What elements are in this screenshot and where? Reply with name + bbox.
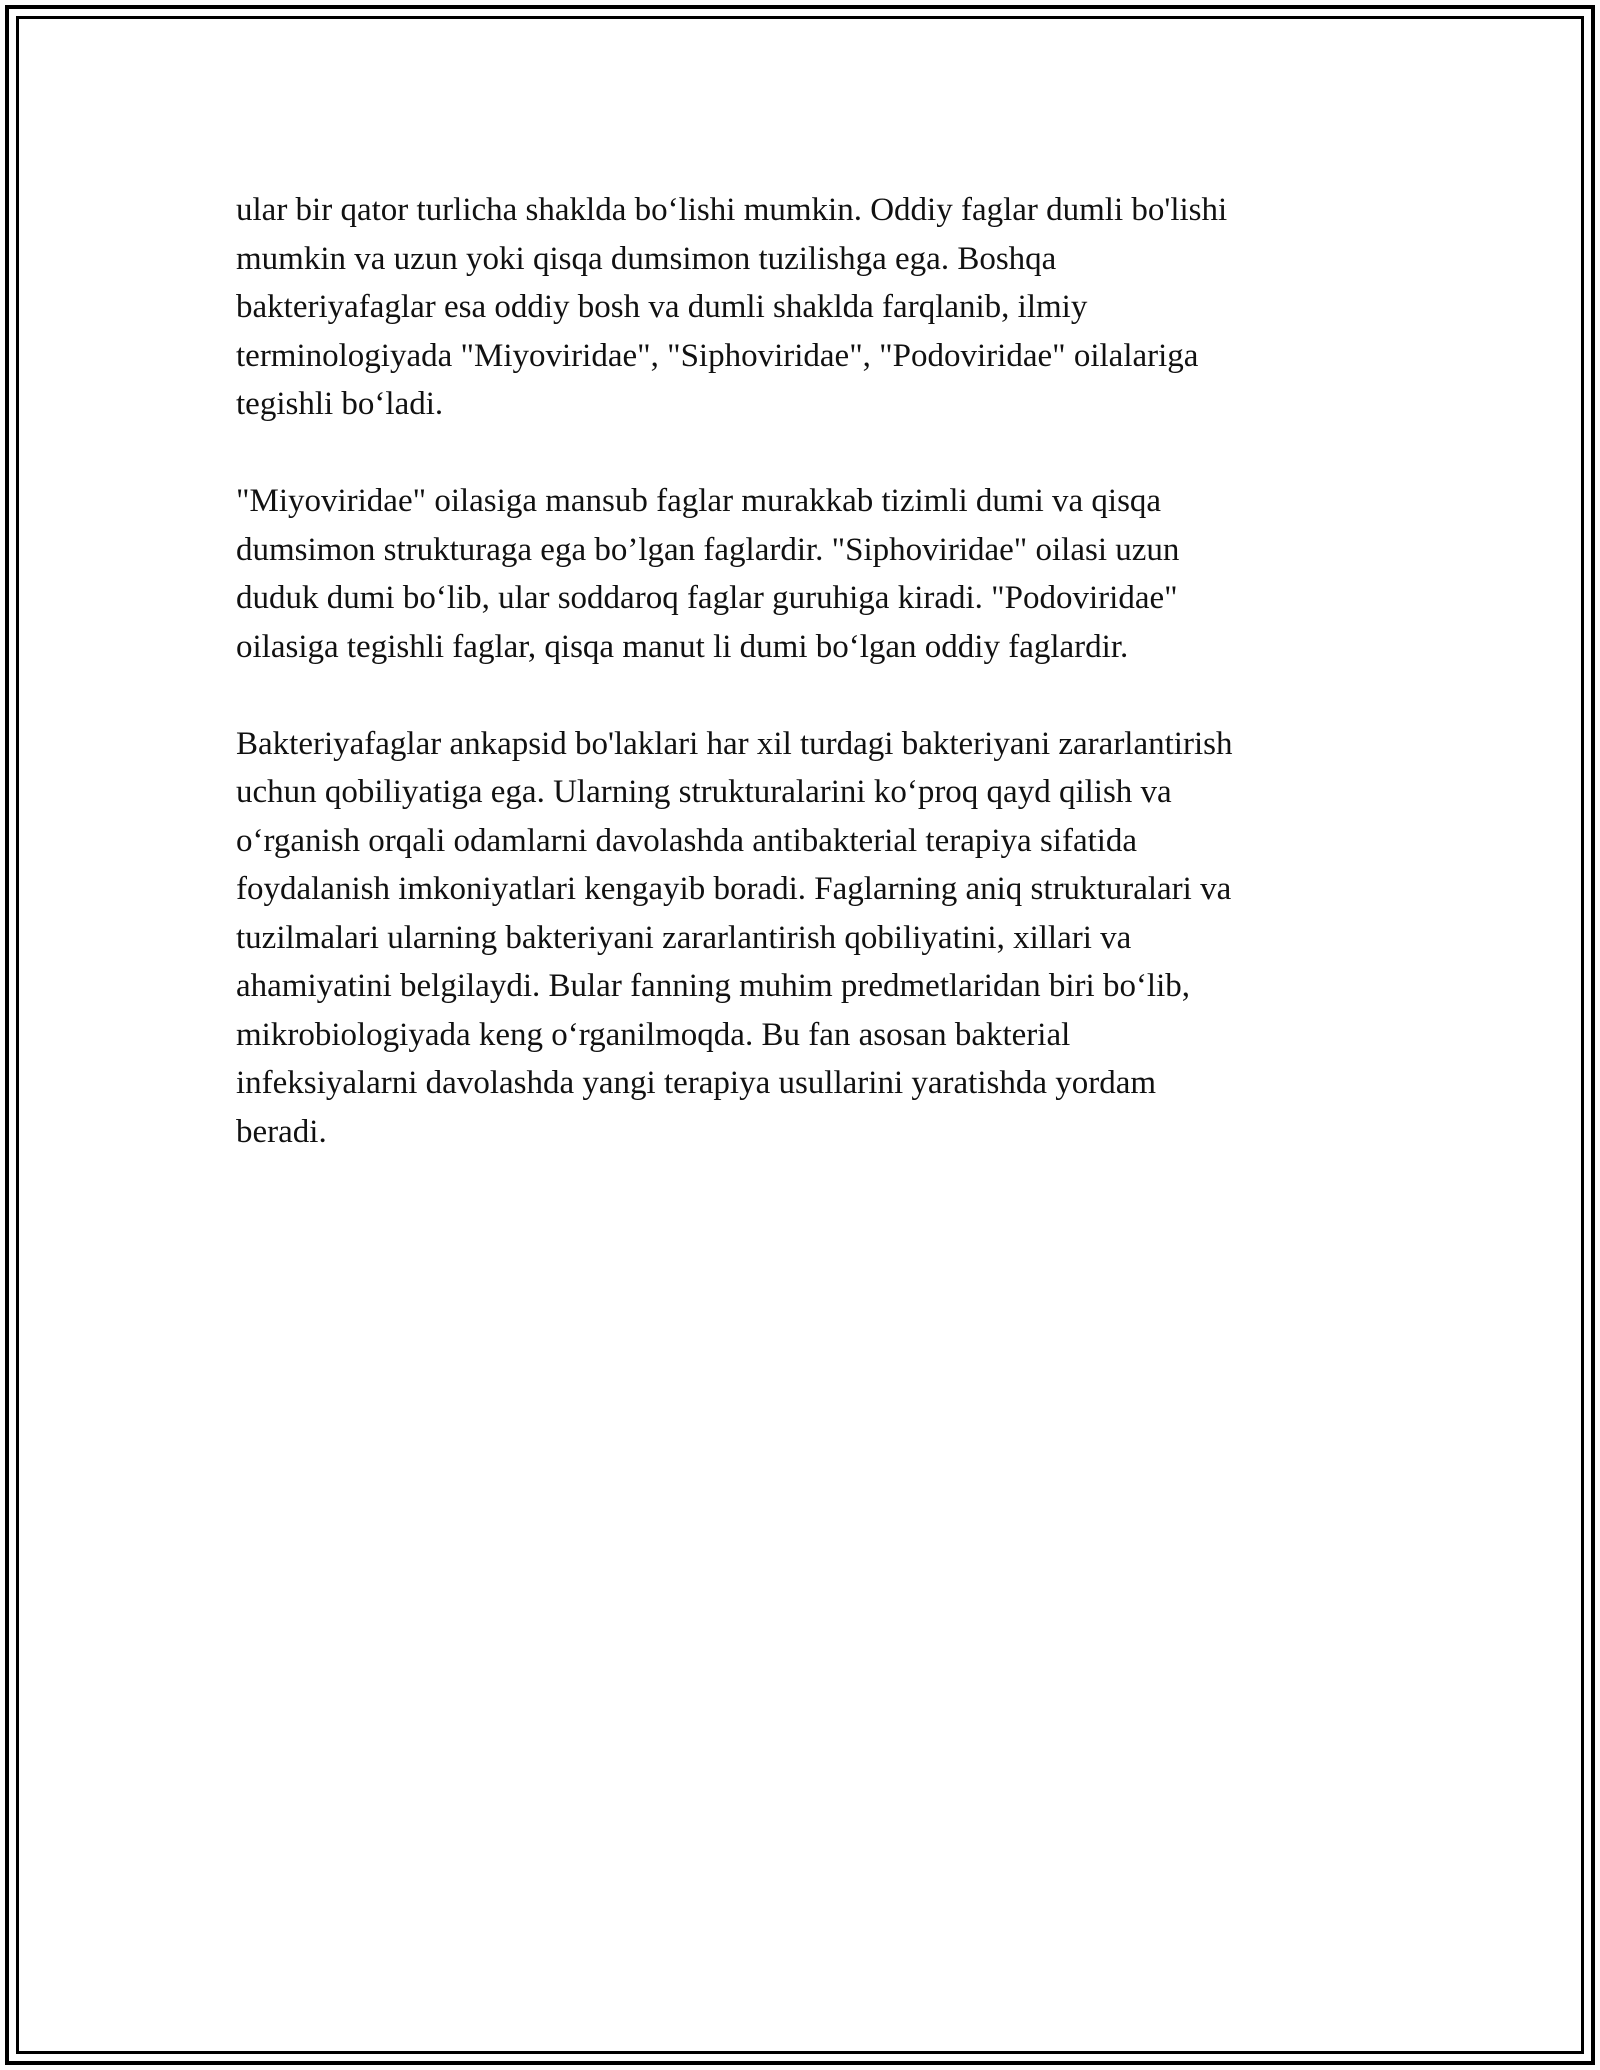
text-line: terminologiyada "Miyoviridae", "Siphoviridae", "Podoviridae" oilalariga xyxy=(236,337,1199,374)
text-line: mumkin va uzun yoki qisqa dumsimon tuzilishga ega. Boshqa xyxy=(236,240,1057,277)
text-line: oilasiga tegishli faglar, qisqa manut li dumi bo‘lgan oddiy faglardir. xyxy=(236,628,1129,665)
text-line: infeksiyalarni davolashda yangi terapiya usullarini yaratishda yordam xyxy=(236,1065,1157,1101)
paragraph-1 xyxy=(236,186,1366,429)
text-line: foydalanish imkoniyatlari kengayib boradi. Faglarning aniq strukturalari va xyxy=(236,871,1232,907)
text-line: ahamiyatini belgilaydi. Bular fanning muhim predmetlaridan biri bo‘lib, xyxy=(236,968,1191,1004)
text-line: Bakteriyafaglar ankapsid bo'laklari har xil turdagi bakteriyani zararlantirish xyxy=(236,725,1233,762)
text-line: tuzilmalari ularning bakteriyani zararlantirish qobiliyatini, xillari va xyxy=(236,919,1132,956)
text-line: ular bir qator turlicha shaklda bo‘lishi mumkin. Oddiy faglar dumli bo'lishi xyxy=(236,192,1228,228)
paragraph-3 xyxy=(236,720,1366,1157)
text-line: tegishli bo‘ladi. xyxy=(236,386,444,422)
text-line: dumsimon strukturaga ega bo’lgan faglardir. "Siphoviridae" oilasi uzun xyxy=(236,531,1180,568)
text-line: o‘rganish orqali odamlarni davolashda antibakterial terapiya sifatida xyxy=(236,822,1138,859)
text-line: "Miyoviridae" oilasiga mansub faglar murakkab tizimli dumi va qisqa xyxy=(236,483,1162,519)
text-line: duduk dumi bo‘lib, ular soddaroq faglar guruhiga kiradi. "Podoviridae" xyxy=(236,580,1178,616)
text-line: uchun qobiliyatiga ega. Ularning strukturalarini ko‘proq qayd qilish va xyxy=(236,774,1172,810)
document-body xyxy=(236,186,1366,1205)
text-line: mikrobiologiyada keng o‘rganilmoqda. Bu fan asosan bakterial xyxy=(236,1016,1071,1053)
text-line: beradi. xyxy=(236,1113,327,1150)
text-line: bakteriyafaglar esa oddiy bosh va dumli shaklda farqlanib, ilmiy xyxy=(236,289,1088,325)
paragraph-2 xyxy=(236,477,1366,671)
